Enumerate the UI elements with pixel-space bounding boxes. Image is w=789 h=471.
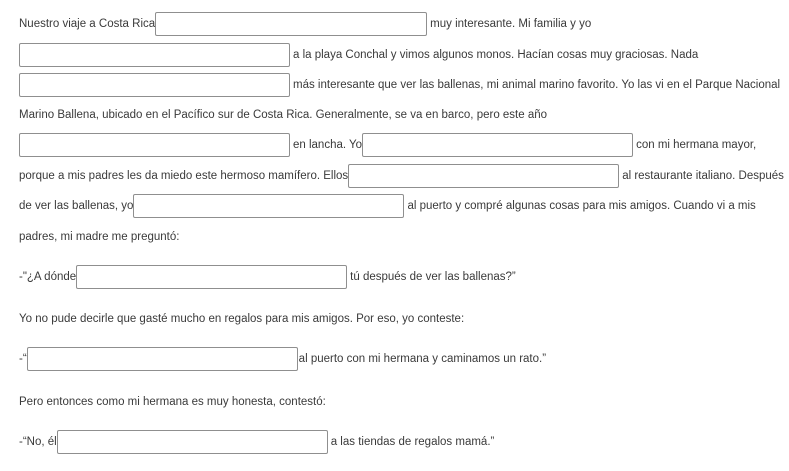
line-10-text: Yo no pude decirle que gasté mucho en regalos para mis amigos. Por eso, yo conteste:	[19, 313, 465, 325]
blank-1-input[interactable]	[155, 12, 427, 36]
exercise-line-1	[19, 12, 591, 36]
exercise-line-4	[19, 103, 547, 127]
exercise-line-7	[19, 194, 756, 218]
blank-9-input[interactable]	[27, 347, 298, 371]
exercise-line-12	[19, 390, 326, 414]
exercise-line-11	[19, 347, 546, 371]
blank-2-input[interactable]	[19, 43, 290, 67]
exercise-line-5	[19, 133, 756, 157]
exercise-line-9	[19, 265, 516, 289]
blank-4-input[interactable]	[19, 133, 290, 157]
line-11-text-after: al puerto con mi hermana y caminamos un rato.”	[298, 353, 547, 365]
line-3-text-after: más interesante que ver las ballenas, mi animal marino favorito. Yo las vi en el Parque Nacional	[293, 79, 781, 91]
line-8-text: padres, mi madre me preguntó:	[19, 231, 180, 243]
blank-10-input[interactable]	[57, 430, 328, 454]
line-12-text: Pero entonces como mi hermana es muy honesta, contestó:	[19, 396, 326, 408]
blank-6-input[interactable]	[348, 164, 619, 188]
exercise-line-10	[19, 307, 464, 331]
line-9-text-before: -"¿A dónde	[19, 271, 77, 283]
line-7-text-before: de ver las ballenas, yo	[19, 200, 134, 212]
line-6-text-before: porque a mis padres les da miedo este hermoso mamífero. Ellos	[19, 170, 349, 182]
blank-7-input[interactable]	[133, 194, 404, 218]
line-7-text-after: al puerto y compré algunas cosas para mis amigos. Cuando vi a mis	[407, 200, 756, 212]
line-5-text-after: con mi hermana mayor,	[636, 139, 757, 151]
blank-3-input[interactable]	[19, 73, 290, 97]
line-9-text-after: tú después de ver las ballenas?”	[350, 271, 516, 283]
blank-5-input[interactable]	[362, 133, 633, 157]
line-6-text-after: al restaurante italiano. Después	[622, 170, 784, 182]
line-1-text-before: Nuestro viaje a Costa Rica	[19, 18, 156, 30]
exercise-line-6	[19, 164, 784, 188]
line-2-text-after: a la playa Conchal y vimos algunos monos. Hacían cosas muy graciosas. Nada	[293, 49, 699, 61]
line-4-text: Marino Ballena, ubicado en el Pacífico sur de Costa Rica. Generalmente, se va en barco, pero este año	[19, 109, 548, 121]
line-13-text-before: -“No, él	[19, 436, 57, 448]
exercise-line-8	[19, 225, 179, 249]
line-5-text-middle: en lancha. Yo	[293, 139, 363, 151]
exercise-line-2	[19, 43, 698, 67]
blank-8-input[interactable]	[76, 265, 347, 289]
line-1-text-after: muy interesante. Mi familia y yo	[430, 18, 592, 30]
exercise-line-3	[19, 73, 780, 97]
exercise-line-13	[19, 430, 494, 454]
line-13-text-after: a las tiendas de regalos mamá.”	[330, 436, 495, 448]
line-11-text-before: -“	[19, 353, 27, 365]
